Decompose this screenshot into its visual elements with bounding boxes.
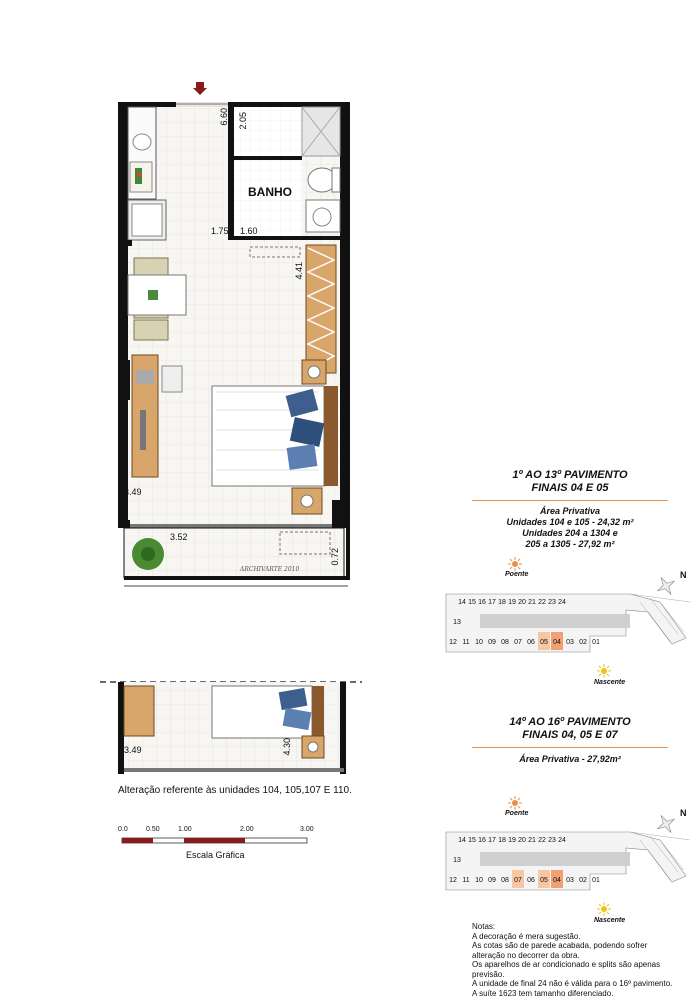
unit-label: 19: [508, 599, 516, 606]
unit-label: 01: [592, 877, 600, 884]
floor-plan: [110, 80, 360, 600]
note-line: As cotas são de parede acabada, podendo sofrer: [472, 941, 648, 950]
unit-label: 24: [558, 599, 566, 606]
note-line: alteração no decorrer da obra.: [472, 950, 580, 960]
unit-label: 02: [579, 877, 587, 884]
unit-label: 15: [468, 837, 476, 844]
alternate-plan-drawing: [100, 676, 362, 780]
block1-sun-top-label: Poente: [505, 571, 529, 578]
unit-label: 05: [540, 639, 548, 646]
unit-label: 20: [518, 837, 526, 844]
unit-label: 04: [553, 877, 561, 884]
unit-label: 23: [548, 837, 556, 844]
block1-area-title: Área Privativa: [539, 506, 601, 516]
dimension-430: 4.30: [282, 738, 292, 756]
block1-area-line2: Unidades 204 a 1304 e: [522, 528, 618, 538]
sun-icon: [508, 796, 522, 810]
unit-label: 15: [468, 599, 476, 606]
scale-label: Escala Gráfica: [186, 850, 245, 860]
unit-label: 13: [453, 619, 461, 626]
unit-label: 18: [498, 599, 506, 606]
block2-sun-top-label: Poente: [505, 810, 529, 817]
sun-icon: [597, 664, 611, 678]
unit-label: 06: [527, 877, 535, 884]
unit-label: 06: [527, 639, 535, 646]
unit-label: 03: [566, 877, 574, 884]
signature: ARCHIVARTE 2010: [240, 566, 300, 573]
scale-bar: [120, 836, 310, 846]
unit-label: 07: [514, 639, 522, 646]
block2-area-title: Área Privativa - 27,92m²: [519, 754, 621, 764]
dimension-349: 3.49: [124, 487, 142, 497]
unit-label: 18: [498, 837, 506, 844]
unit-label: 19: [508, 837, 516, 844]
unit-label: 16: [478, 837, 486, 844]
scale-tick-100: 1.00: [178, 826, 192, 833]
dimension-660: 6.60: [219, 108, 229, 126]
block1-area-line1: Unidades 104 e 105 - 24,32 m²: [506, 517, 634, 527]
unit-label: 02: [579, 639, 587, 646]
sun-icon: [508, 557, 522, 571]
block1-title-line1: 1º AO 13º PAVIMENTO: [512, 469, 628, 481]
note-line: A decoração é mera sugestão.: [472, 931, 581, 941]
unit-label: 14: [458, 837, 466, 844]
block1-divider: [472, 500, 668, 501]
sun-icon: [597, 902, 611, 916]
unit-label: 05: [540, 877, 548, 884]
unit-label: 22: [538, 599, 546, 606]
floor-plan-drawing: [110, 80, 360, 600]
notes-heading: Notas:: [472, 922, 496, 931]
block1-north-label: N: [680, 570, 687, 580]
note-line: Os aparelhos de ar condicionado e splits são apenas previsão.: [472, 960, 661, 979]
unit-label: 17: [488, 837, 496, 844]
block1-sun-bottom-label: Nascente: [594, 679, 626, 686]
unit-label: 20: [518, 599, 526, 606]
block2-sun-bottom-label: Nascente: [594, 917, 626, 924]
scale-tick-200: 2.00: [240, 826, 254, 833]
dimension-352: 3.52: [170, 532, 188, 542]
unit-label: 09: [488, 877, 496, 884]
unit-label: 09: [488, 639, 496, 646]
dimension-349-alt: 3.49: [124, 745, 142, 755]
unit-label: 23: [548, 599, 556, 606]
unit-label: 16: [478, 599, 486, 606]
unit-label: 10: [475, 639, 483, 646]
unit-label: 04: [553, 639, 561, 646]
unit-label: 17: [488, 599, 496, 606]
scale-tick-0: 0.0: [118, 826, 128, 833]
dimension-160: 1.60: [240, 226, 258, 236]
unit-label: 11: [462, 639, 470, 646]
note-line: A unidade de final 24 não é válida para o 16º pavimento.: [472, 979, 673, 988]
unit-label: 21: [528, 837, 536, 844]
unit-label: 01: [592, 639, 600, 646]
dimension-175: 1.75: [211, 226, 229, 236]
unit-label: 12: [449, 639, 457, 646]
unit-label: 03: [566, 639, 574, 646]
unit-label: 22: [538, 837, 546, 844]
dimension-441: 4.41: [294, 262, 304, 280]
room-label-banho: BANHO: [248, 185, 292, 199]
unit-label: 14: [458, 599, 466, 606]
block2-title-line1: 14º AO 16º PAVIMENTO: [509, 716, 631, 728]
dimension-205: 2.05: [238, 112, 248, 130]
block1-building-map: [440, 582, 690, 660]
alteration-caption: Alteração referente às unidades 104, 105,107 E 110.: [118, 785, 352, 796]
dimension-072: 0.72: [330, 548, 340, 566]
unit-label: 13: [453, 857, 461, 864]
unit-label: 24: [558, 837, 566, 844]
unit-label: 08: [501, 877, 509, 884]
unit-label: 11: [462, 877, 470, 884]
block1-area-line3: 205 a 1305 - 27,92 m²: [525, 539, 615, 549]
unit-label: 07: [514, 877, 522, 884]
block2-divider: [472, 747, 668, 748]
block2-north-label: N: [680, 808, 687, 818]
scale-tick-050: 0.50: [146, 826, 160, 833]
unit-label: 12: [449, 877, 457, 884]
block2-building-map: [440, 820, 690, 898]
scale-tick-300: 3.00: [300, 826, 314, 833]
entry-arrow-icon: [193, 82, 207, 96]
note-line: A suíte 1623 tem tamanho diferenciado.: [472, 988, 614, 998]
unit-label: 10: [475, 877, 483, 884]
unit-label: 21: [528, 599, 536, 606]
unit-label: 08: [501, 639, 509, 646]
notes: [472, 922, 692, 998]
block1-title-line2: FINAIS 04 E 05: [531, 482, 609, 494]
block2-title-line2: FINAIS 04, 05 E 07: [522, 729, 618, 741]
